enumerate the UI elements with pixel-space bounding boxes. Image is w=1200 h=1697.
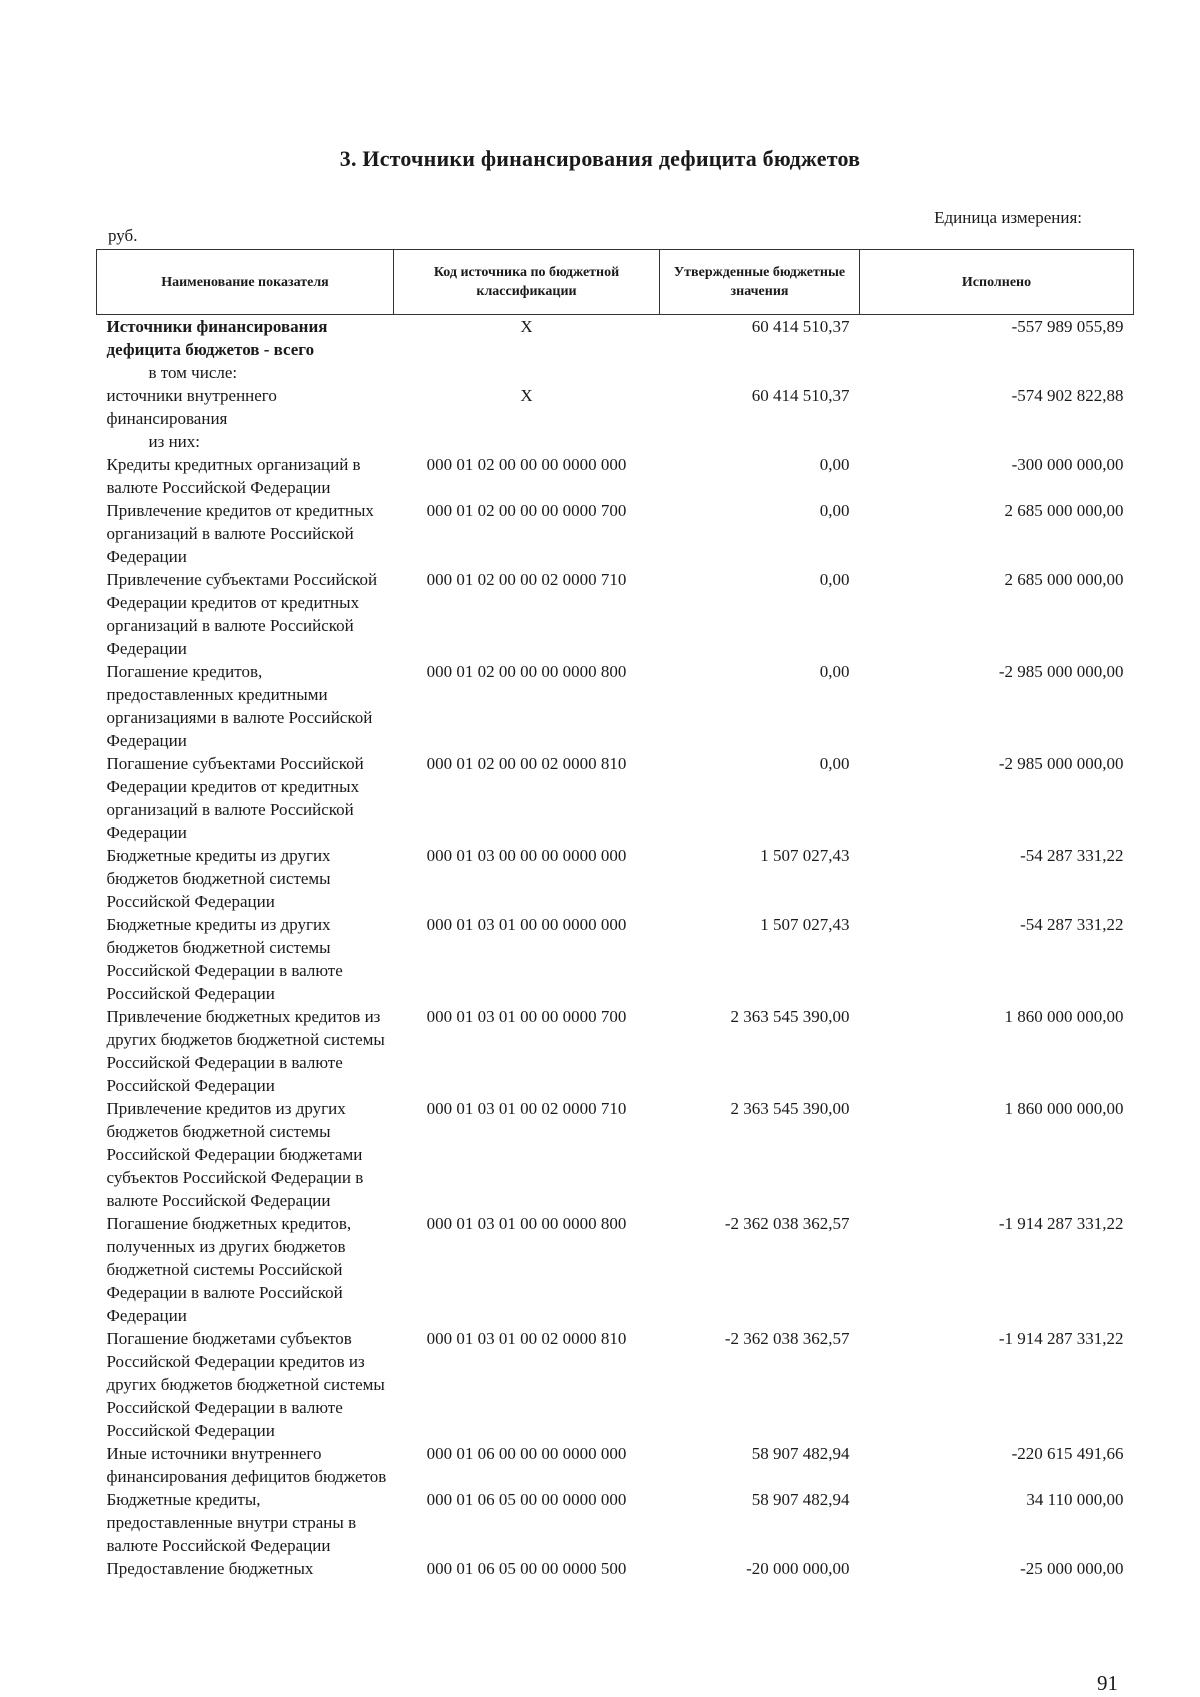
row-executed-value: -25 000 000,00 [1020,1559,1124,1578]
table-row [97,1327,1134,1442]
row-code: 000 01 03 01 00 02 0000 810 [426,1329,627,1348]
row-executed-value: 2 685 000 000,00 [1004,570,1124,589]
row-approved-value: 0,00 [819,662,850,681]
row-code: 000 01 06 00 00 00 0000 000 [426,1444,627,1463]
row-name: Бюджетные кредиты из других бюджетов бюджетной системы Российской Федерации [106,846,331,911]
row-code: X [520,317,533,336]
row-executed-value: -54 287 331,22 [1020,846,1124,865]
row-code: X [520,386,533,405]
header-executed: Исполнено [860,250,1134,315]
row-executed-value: -300 000 000,00 [1011,455,1124,474]
row-approved-value: 0,00 [819,455,850,474]
table-row [97,384,1134,430]
table-row [97,568,1134,660]
row-code: 000 01 02 00 00 00 0000 000 [426,455,627,474]
row-executed-value: 1 860 000 000,00 [1004,1099,1124,1118]
row-approved-value: -20 000 000,00 [746,1559,850,1578]
row-executed-value: -2 985 000 000,00 [998,662,1124,681]
row-name: из них: [148,432,200,451]
row-name: Погашение бюджетами субъектов Российской Федерации кредитов из других бюджетов бюджетной системы Российской Федерации в валюте Российской Федерации [106,1329,385,1440]
row-name: Иные источники внутреннего финансирования дефицитов бюджетов [106,1444,387,1486]
row-approved-value: 0,00 [819,754,850,773]
row-code: 000 01 06 05 00 00 0000 000 [426,1490,627,1509]
table-row [97,752,1134,844]
row-executed-value [860,430,1134,453]
row-name: источники внутреннего финансирования [106,386,277,428]
row-name: Погашение субъектами Российской Федерации кредитов от кредитных организаций в валюте Российской Федерации [106,754,364,842]
row-approved-value: 60 414 510,37 [751,386,850,405]
row-executed-value: -220 615 491,66 [1011,1444,1124,1463]
row-approved-value: 58 907 482,94 [751,1490,850,1509]
row-approved-value: 2 363 545 390,00 [730,1099,850,1118]
row-name: Привлечение бюджетных кредитов из других бюджетов бюджетной системы Российской Федерации в валюте Российской Федерации [106,1007,385,1095]
row-approved-value: 2 363 545 390,00 [730,1007,850,1026]
row-code: 000 01 02 00 00 00 0000 700 [426,501,627,520]
row-code: 000 01 03 01 00 02 0000 710 [426,1099,627,1118]
table-row [97,1212,1134,1327]
row-approved-value [660,430,860,453]
header-code: Код источника по бюджетной классификации [394,250,660,315]
table-header [97,250,1134,315]
budget-sources-table [96,249,1134,1580]
row-executed-value: -1 914 287 331,22 [998,1329,1124,1348]
table-body [97,315,1134,1581]
row-approved-value [660,361,860,384]
row-code: 000 01 02 00 00 00 0000 800 [426,662,627,681]
row-approved-value: 0,00 [819,501,850,520]
row-executed-value: -557 989 055,89 [1011,317,1124,336]
unit-label: Единица измерения: [934,208,1082,227]
row-approved-value: 1 507 027,43 [760,846,850,865]
table-row [97,1442,1134,1488]
row-name: Бюджетные кредиты из других бюджетов бюджетной системы Российской Федерации в валюте Российской Федерации [106,915,343,1003]
unit-value: руб. [108,226,138,245]
table-row [97,1005,1134,1097]
table-row [97,1097,1134,1212]
row-name: Бюджетные кредиты, предоставленные внутри страны в валюте Российской Федерации [106,1490,357,1555]
table-row [97,499,1134,568]
row-executed-value: -2 985 000 000,00 [998,754,1124,773]
row-executed-value: -54 287 331,22 [1020,915,1124,934]
table-row [97,844,1134,913]
row-code: 000 01 02 00 00 02 0000 810 [426,754,627,773]
row-executed-value: -1 914 287 331,22 [998,1214,1124,1233]
row-approved-value: 1 507 027,43 [760,915,850,934]
row-executed-value: -574 902 822,88 [1011,386,1124,405]
table-row [97,430,1134,453]
row-name: Кредиты кредитных организаций в валюте Российской Федерации [106,455,361,497]
row-name: Привлечение кредитов от кредитных организаций в валюте Российской Федерации [106,501,374,566]
row-approved-value: -2 362 038 362,57 [724,1214,850,1233]
row-code: 000 01 06 05 00 00 0000 500 [426,1559,627,1578]
row-name: Привлечение субъектами Российской Федерации кредитов от кредитных организаций в валюте Российской Федерации [106,570,378,658]
row-name: Погашение бюджетных кредитов, полученных из других бюджетов бюджетной системы Российской Федерации в валюте Российской Федерации [106,1214,352,1325]
section-title: 3. Источники финансирования дефицита бюджетов [339,146,861,171]
row-executed-value [860,361,1134,384]
row-approved-value: -2 362 038 362,57 [724,1329,850,1348]
row-approved-value: 0,00 [819,570,850,589]
row-code: 000 01 03 01 00 00 0000 700 [426,1007,627,1026]
row-code [394,430,660,453]
row-code [394,361,660,384]
table-row [97,1557,1134,1580]
row-name: Погашение кредитов, предоставленных кредитными организациями в валюте Российской Федерации [106,662,373,750]
table-row [97,315,1134,362]
row-name: Привлечение кредитов из других бюджетов бюджетной системы Российской Федерации бюджетами субъектов Российской Федерации в валюте Российской Федерации [106,1099,364,1210]
row-name: Источники финансирования дефицита бюджетов - всего [106,317,328,359]
row-name: Предоставление бюджетных [106,1559,314,1578]
row-executed-value: 2 685 000 000,00 [1004,501,1124,520]
row-executed-value: 1 860 000 000,00 [1004,1007,1124,1026]
header-approved: Утвержденные бюджетные значения [660,250,860,315]
row-code: 000 01 02 00 00 02 0000 710 [426,570,627,589]
row-code: 000 01 03 01 00 00 0000 800 [426,1214,627,1233]
header-name: Наименование показателя [97,250,394,315]
row-approved-value: 58 907 482,94 [751,1444,850,1463]
row-executed-value: 34 110 000,00 [1026,1490,1124,1509]
table-row [97,913,1134,1005]
table-row [97,361,1134,384]
row-code: 000 01 03 01 00 00 0000 000 [426,915,627,934]
row-name: в том числе: [148,363,238,382]
page-number: 91 [1097,1671,1118,1695]
table-row [97,1488,1134,1557]
table-row [97,660,1134,752]
table-row [97,453,1134,499]
row-approved-value: 60 414 510,37 [751,317,850,336]
row-code: 000 01 03 00 00 00 0000 000 [426,846,627,865]
